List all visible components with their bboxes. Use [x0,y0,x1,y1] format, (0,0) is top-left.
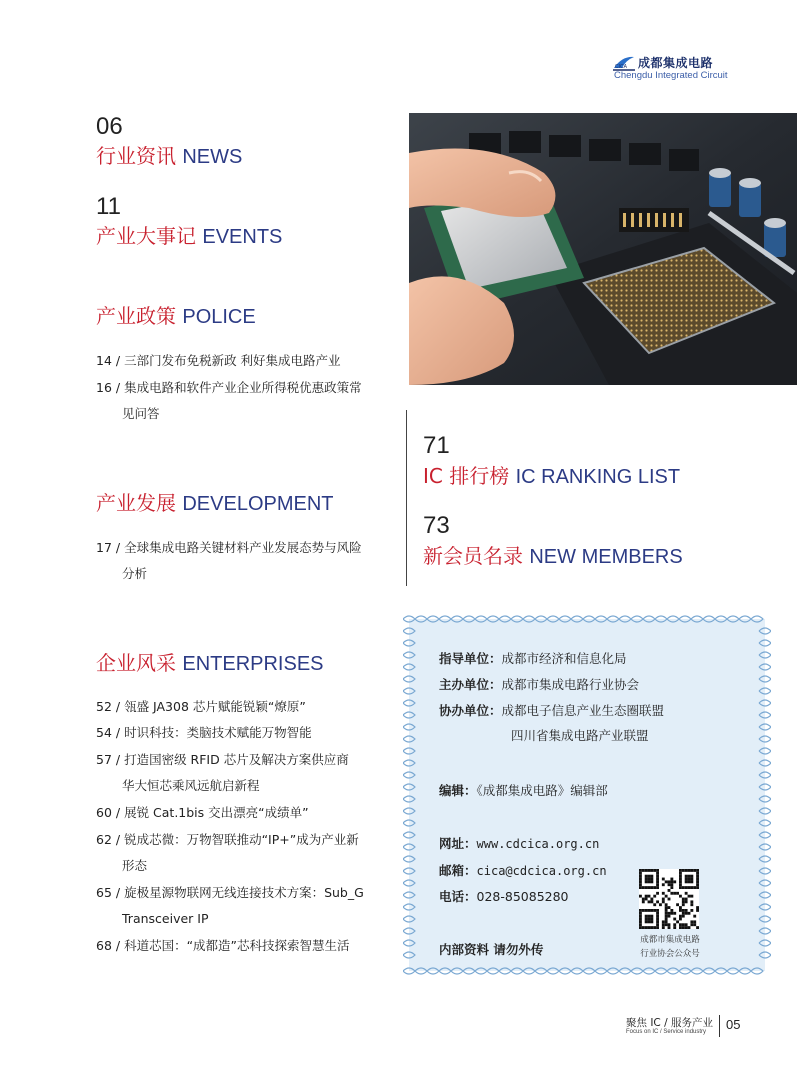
footer-tagline-en: Focus on IC / Service industry [626,1029,707,1035]
toc-item[interactable]: 68 / 科道芯国：“成都造”芯科技探索智慧生活 [96,938,350,953]
toc-item[interactable]: 57 / 打造国密级 RFID 芯片及解决方案供应商 华大恒芯乘风远航启新程 [96,752,349,793]
qr-caption-line2: 行业协会公众号 [640,949,700,959]
toc-item[interactable]: 16 / 集成电路和软件产业企业所得税优惠政策常 见问答 [96,380,362,421]
toc-events-title[interactable]: 产业大事记 EVENTS [96,224,283,248]
toc-item[interactable]: 52 / 瓴盛 JA308 芯片赋能锐颖“燎原” [96,699,306,714]
brand-name-cn: 成都集成电路 [638,56,714,70]
guide-unit: 指导单位：成都市经济和信息化局 [439,651,627,666]
vertical-divider [406,410,407,586]
toc-item[interactable]: 62 / 锐成芯微：万物智联推动“IP+”成为产业新 形态 [96,832,359,873]
toc-item[interactable]: 65 / 旋极星源物联网无线连接技术方案：Sub_G Transceiver IP [96,885,364,926]
section-enterprises-title: 企业风采 ENTERPRISES [96,651,324,675]
section-development-title: 产业发展 DEVELOPMENT [96,491,334,515]
co-organizer: 协办单位：成都电子信息产业生态圈联盟 [439,703,665,718]
website[interactable]: 网址：www.cdcica.org.cn [439,836,600,851]
email[interactable]: 邮箱：cica@cdcica.org.cn [439,863,607,878]
wechat-qr-code[interactable] [639,869,699,929]
footer-tagline-cn: 聚焦 IC / 服务产业 [626,1017,713,1029]
toc-item[interactable]: 17 / 全球集成电路关键材料产业发展态势与风险 分析 [96,540,362,581]
page-number: 05 [726,1017,741,1032]
publication-info-box [403,613,771,977]
phone: 电话：028-85085280 [439,889,569,904]
toc-members-title[interactable]: 新会员名录 NEW MEMBERS [423,544,683,568]
internal-notice: 内部资料 请勿外传 [439,942,544,957]
svg-text:CICA: CICA [615,64,627,70]
toc-members-page: 73 [423,512,450,539]
toc-item[interactable]: 14 / 三部门发布免税新政 利好集成电路产业 [96,353,341,368]
qr-caption-line1: 成都市集成电路 [640,935,700,945]
section-policy-title: 产业政策 POLICE [96,304,256,328]
editor: 编辑：《成都集成电路》编辑部 [439,783,608,798]
brand-name-en: Chengdu Integrated Circuit [614,70,728,81]
toc-item[interactable]: 60 / 展锐 Cat.1bis 交出漂亮“成绩单” [96,805,309,820]
footer-divider [719,1015,720,1037]
host-unit: 主办单位：成都市集成电路行业协会 [439,677,640,692]
cpu-socket-photo [409,113,797,385]
toc-news-title[interactable]: 行业资讯 NEWS [96,144,243,168]
toc-news-page: 06 [96,113,123,140]
co-organizer-2: 四川省集成电路产业联盟 [511,728,649,743]
toc-events-page: 11 [96,193,121,220]
brand-logo [612,52,752,84]
toc-ranking-title[interactable]: IC 排行榜 IC RANKING LIST [423,464,681,488]
toc-ranking-page: 71 [423,432,450,459]
toc-item[interactable]: 54 / 时识科技：类脑技术赋能万物智能 [96,725,312,740]
